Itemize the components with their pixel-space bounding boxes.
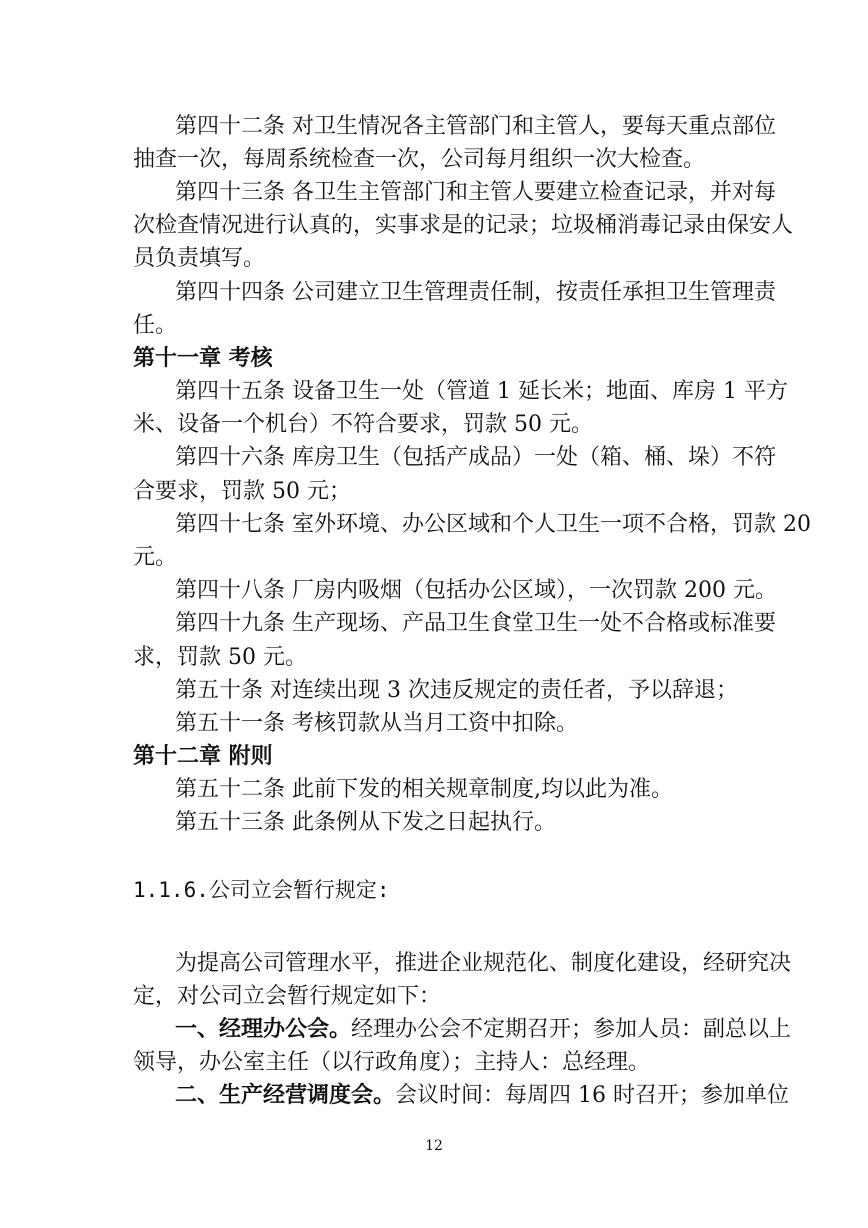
text-line: 为提高公司管理水平，推进企业规范化、制度化建设，经研究决 [175,951,792,976]
text-line: 抽查一次，每周系统检查一次，公司每月组织一次大检查。 [133,147,706,172]
text-line: 米、设备一个机台）不符合要求，罚款 50 元。 [133,412,593,437]
text-line: 求，罚款 50 元。 [133,645,307,670]
text-line: 任。 [133,313,178,338]
text-line: 第五十二条 此前下发的相关规章制度,均以此为准。 [175,777,673,802]
text-line: 员负责填写。 [133,246,266,271]
text-line: 第四十三条 各卫生主管部门和主管人要建立检查记录，并对每 [175,180,776,205]
text-line: 第四十七条 室外环境、办公区域和个人卫生一项不合格，罚款 20 [175,512,811,537]
text-line: 第五十条 对连续出现 3 次违反规定的责任者，予以辞退； [175,678,738,703]
chapter-heading: 第十一章 考核 [133,346,273,371]
page-number: 12 [425,1138,443,1154]
chapter-heading: 第十二章 附则 [133,744,273,769]
text-line: 第五十三条 此条例从下发之日起执行。 [175,810,556,835]
section-heading: 1.1.6.公司立会暂行规定: [133,878,390,902]
text-line: 元。 [133,545,178,570]
paragraph-line [175,1015,868,1045]
text-line: 定，对公司立会暂行规定如下： [133,984,442,1009]
text-line: 第五十一条 考核罚款从当月工资中扣除。 [175,711,578,736]
text-line: 合要求，罚款 50 元； [133,479,351,504]
item-text: 会议时间：每周四 16 时召开；参加单位 [395,1083,789,1108]
item-text: 经理办公会不定期召开；参加人员：副总以上 [351,1017,792,1042]
text-line: 第四十四条 公司建立卫生管理责任制，按责任承担卫生管理责 [175,280,776,305]
text-line: 第四十五条 设备卫生一处（管道 1 延长米；地面、库房 1 平方 [175,379,788,404]
text-line: 领导，办公室主任（以行政角度）；主持人：总经理。 [133,1050,651,1075]
item-title: 一、经理办公会。 [175,1017,352,1042]
item-title: 二、生产经营调度会。 [175,1083,396,1108]
text-line: 第四十六条 库房卫生（包括产成品）一处（箱、桶、垛）不符 [175,445,776,470]
text-line: 第四十八条 厂房内吸烟（包括办公区域），一次罚款 200 元。 [175,578,777,603]
text-line: 次检查情况进行认真的，实事求是的记录；垃圾桶消毒记录由保安人 [133,213,794,238]
text-line: 第四十二条 对卫生情况各主管部门和主管人，要每天重点部位 [175,114,776,139]
paragraph-line [175,1081,868,1111]
text-line: 第四十九条 生产现场、产品卫生食堂卫生一处不合格或标准要 [175,611,776,636]
